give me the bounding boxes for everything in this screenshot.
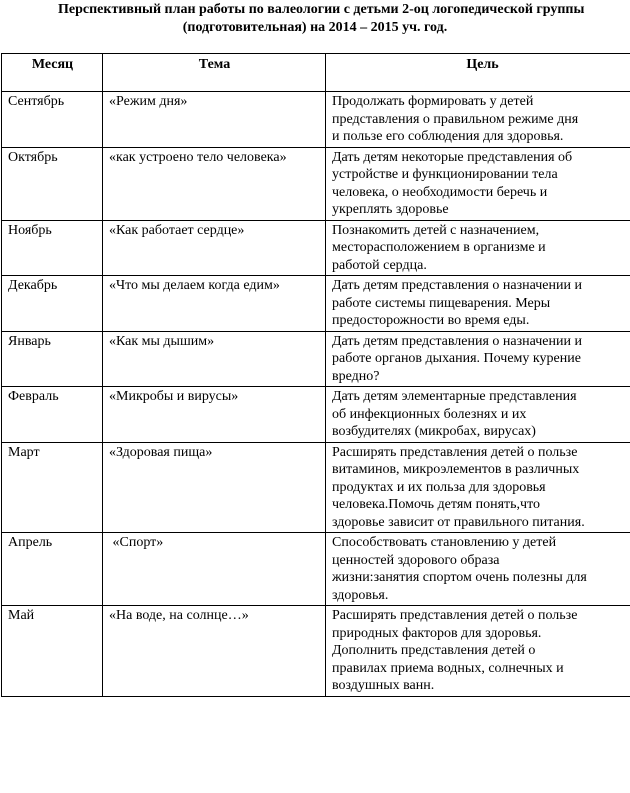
topic-cell: «Как мы дышим»: [103, 331, 326, 387]
goal-cell: [326, 276, 630, 332]
topic-cell: «На воде, на солнце…»: [103, 606, 326, 697]
goal-line: здоровья.: [332, 587, 389, 603]
goal-line: месторасположением в организме и: [332, 240, 546, 255]
table-row: [2, 220, 630, 276]
topic-cell: «Режим дня»: [103, 92, 326, 148]
month-cell: Январь: [2, 331, 103, 387]
goal-line: работой сердца.: [332, 257, 427, 273]
table-row: [2, 331, 630, 387]
table-row: [2, 533, 630, 606]
goal-line: правилах приема водных, солнечных и: [332, 660, 564, 676]
goal-cell: [326, 147, 630, 220]
goal-line: работе системы пищеварения. Меры: [332, 295, 551, 311]
goal-cell: [326, 220, 630, 276]
topic-cell: «как устроено тело человека»: [103, 147, 326, 220]
month-cell: Сентябрь: [2, 92, 103, 148]
title-line-1: Перспективный план работы по валеологии с детьми 2-оц логопедической группы: [58, 2, 585, 17]
goal-line: продуктах и их польза для здоровья: [332, 479, 546, 495]
goal-cell: [326, 387, 630, 443]
goal-cell: [326, 606, 630, 697]
title-line-2: (подготовительная) на 2014 – 2015 уч. год.: [182, 20, 448, 35]
goal-line: Познакомить детей с назначением,: [332, 222, 540, 238]
table-row: [2, 92, 630, 148]
goal-line: Способствовать становлению у детей: [332, 535, 557, 550]
goal-line: вредно?: [332, 368, 380, 384]
goal-line: здоровье зависит от правильного питания.: [332, 514, 585, 530]
goal-cell: [326, 92, 630, 148]
goal-line: жизни:занятия спортом очень полезны для: [332, 570, 587, 585]
month-cell: Февраль: [2, 387, 103, 443]
header-row: [2, 54, 630, 92]
goal-line: Дать детям элементарные представления: [332, 389, 577, 404]
goal-cell: [326, 442, 630, 533]
goal-line: Дополнить представления детей о: [332, 643, 536, 658]
goal-line: воздушных ванн.: [332, 678, 435, 693]
goal-line: человека, о необходимости беречь и: [332, 184, 548, 200]
table-row: [2, 276, 630, 332]
goal-line: витаминов, микроэлементов в различных: [332, 462, 580, 477]
month-cell: Ноябрь: [2, 220, 103, 276]
table-row: [2, 147, 630, 220]
goal-line: ценностей здорового образа: [332, 552, 500, 568]
goal-cell: [326, 331, 630, 387]
goal-line: Дать детям некоторые представления об: [332, 149, 573, 165]
goal-line: Продолжать формировать у детей: [332, 94, 534, 109]
goal-line: работе органов дыхания. Почему курение: [332, 351, 581, 366]
month-cell: Октябрь: [2, 147, 103, 220]
goal-line: возбудителях (микробах, вирусах): [332, 424, 536, 439]
plan-table: [1, 53, 630, 697]
goal-cell: [326, 533, 630, 606]
topic-cell: «Микробы и вирусы»: [103, 387, 326, 443]
topic-cell: «Что мы делаем когда едим»: [103, 276, 326, 332]
goal-line: природных факторов для здоровья.: [332, 625, 542, 641]
goal-line: об инфекционных болезнях и их: [332, 406, 527, 422]
header-topic: Тема: [103, 54, 326, 92]
goal-line: Дать детям представления о назначении и: [332, 278, 582, 293]
goal-line: устройстве и функционировании тела: [332, 167, 558, 182]
month-cell: Май: [2, 606, 103, 697]
goal-line: человека.Помочь детям понять,что: [332, 497, 541, 512]
header-goal: Цель: [326, 54, 630, 92]
goal-line: Дать детям представления о назначении и: [332, 333, 582, 349]
topic-cell: «Спорт»: [103, 533, 326, 606]
goal-line: предосторожности во время еды.: [332, 313, 530, 328]
topic-cell: «Здоровая пища»: [103, 442, 326, 533]
table-row: [2, 387, 630, 443]
plan-table-body: [2, 92, 630, 697]
goal-line: представления о правильном режиме дня: [332, 111, 579, 127]
table-row: [2, 442, 630, 533]
header-month: Месяц: [2, 54, 103, 92]
month-cell: Декабрь: [2, 276, 103, 332]
document-title: [0, 1, 630, 37]
month-cell: Апрель: [2, 533, 103, 606]
table-row: [2, 606, 630, 697]
topic-cell: «Как работает сердце»: [103, 220, 326, 276]
goal-line: укреплять здоровье: [332, 202, 449, 217]
goal-line: Расширять представления детей о пользе: [332, 444, 578, 460]
month-cell: Март: [2, 442, 103, 533]
goal-line: и пользе его соблюдения для здоровья.: [332, 129, 564, 144]
goal-line: Расширять представления детей о пользе: [332, 608, 578, 623]
